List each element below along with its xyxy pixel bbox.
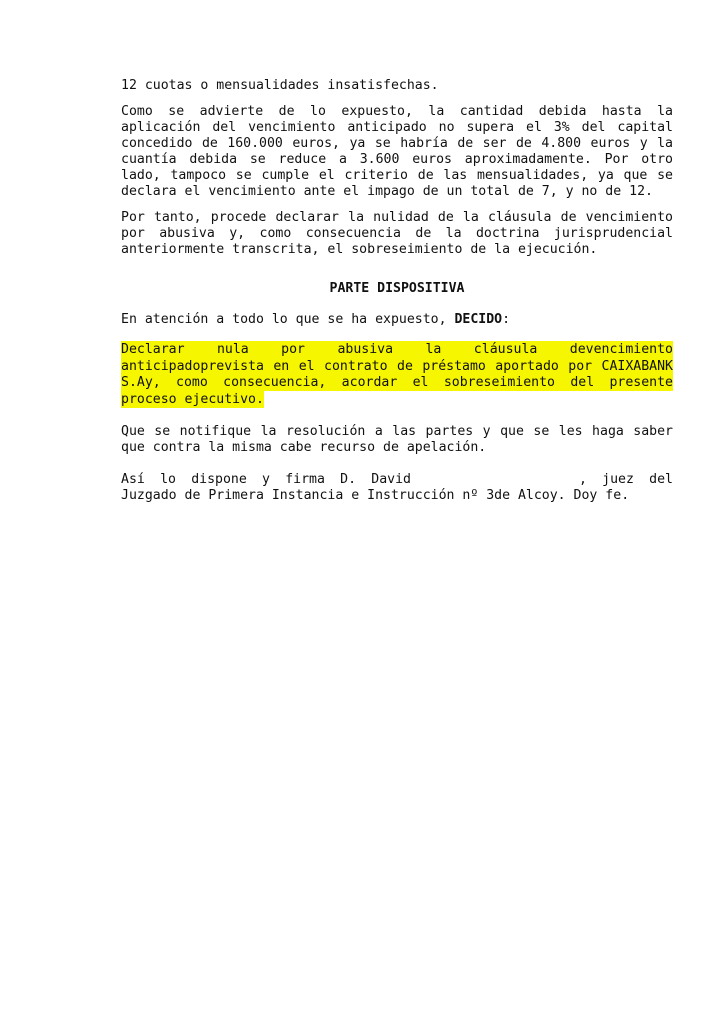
decido-tail: : — [502, 312, 511, 327]
document-body — [121, 78, 673, 504]
paragraph-notificacion: Que se notifique la resolución a las partes y que se les haga saber que contra la misma cabe recurso de apelación. — [121, 424, 673, 455]
firma-tail: , juez del Juzgado de Primera Instancia e Instrucción nº 3de Alcoy. Doy fe. — [121, 472, 673, 503]
paragraph-cantidad-debida: Como se advierte de lo expuesto, la cantidad debida hasta la aplicación del vencimiento anticipado no supera el 3% del capital concedido de 160.000 euros, ya se habría de ser de 4.800 euros y la cuantía debida se reduce a 3.600 euros aproximadamente. Por otro lado, tampoco se cumple el criterio de las mensualidades, ya que se declara el vencimiento ante el impago de un total de 7, y no de 12. — [121, 104, 673, 199]
highlighted-ruling — [121, 342, 673, 408]
paragraph-cuotas: 12 cuotas o mensualidades insatisfechas. — [121, 78, 439, 93]
paragraph-nulidad: Por tanto, procede declarar la nulidad de la cláusula de vencimiento por abusiva y, como consecuencia de la doctrina jurisprudencial anteriormente transcrita, el sobreseimiento de la ejecución. — [121, 210, 673, 257]
firma-lead: Así lo dispone y firma D. David — [121, 472, 411, 487]
decido-keyword: DECIDO — [454, 312, 503, 327]
decido-lead: En atención a todo lo que se ha expuesto, — [121, 312, 455, 327]
paragraph-decido — [121, 312, 673, 328]
section-heading: PARTE DISPOSITIVA — [329, 281, 465, 296]
paragraph-firma — [121, 472, 673, 504]
highlight-mark: Declarar nula por abusiva la cláusula devencimiento anticipadoprevista en el contrato de préstamo aportado por CAIXABANK S.Ay, como consecuencia, acordar el sobreseimiento del presente proceso ejecutivo. — [121, 342, 673, 407]
